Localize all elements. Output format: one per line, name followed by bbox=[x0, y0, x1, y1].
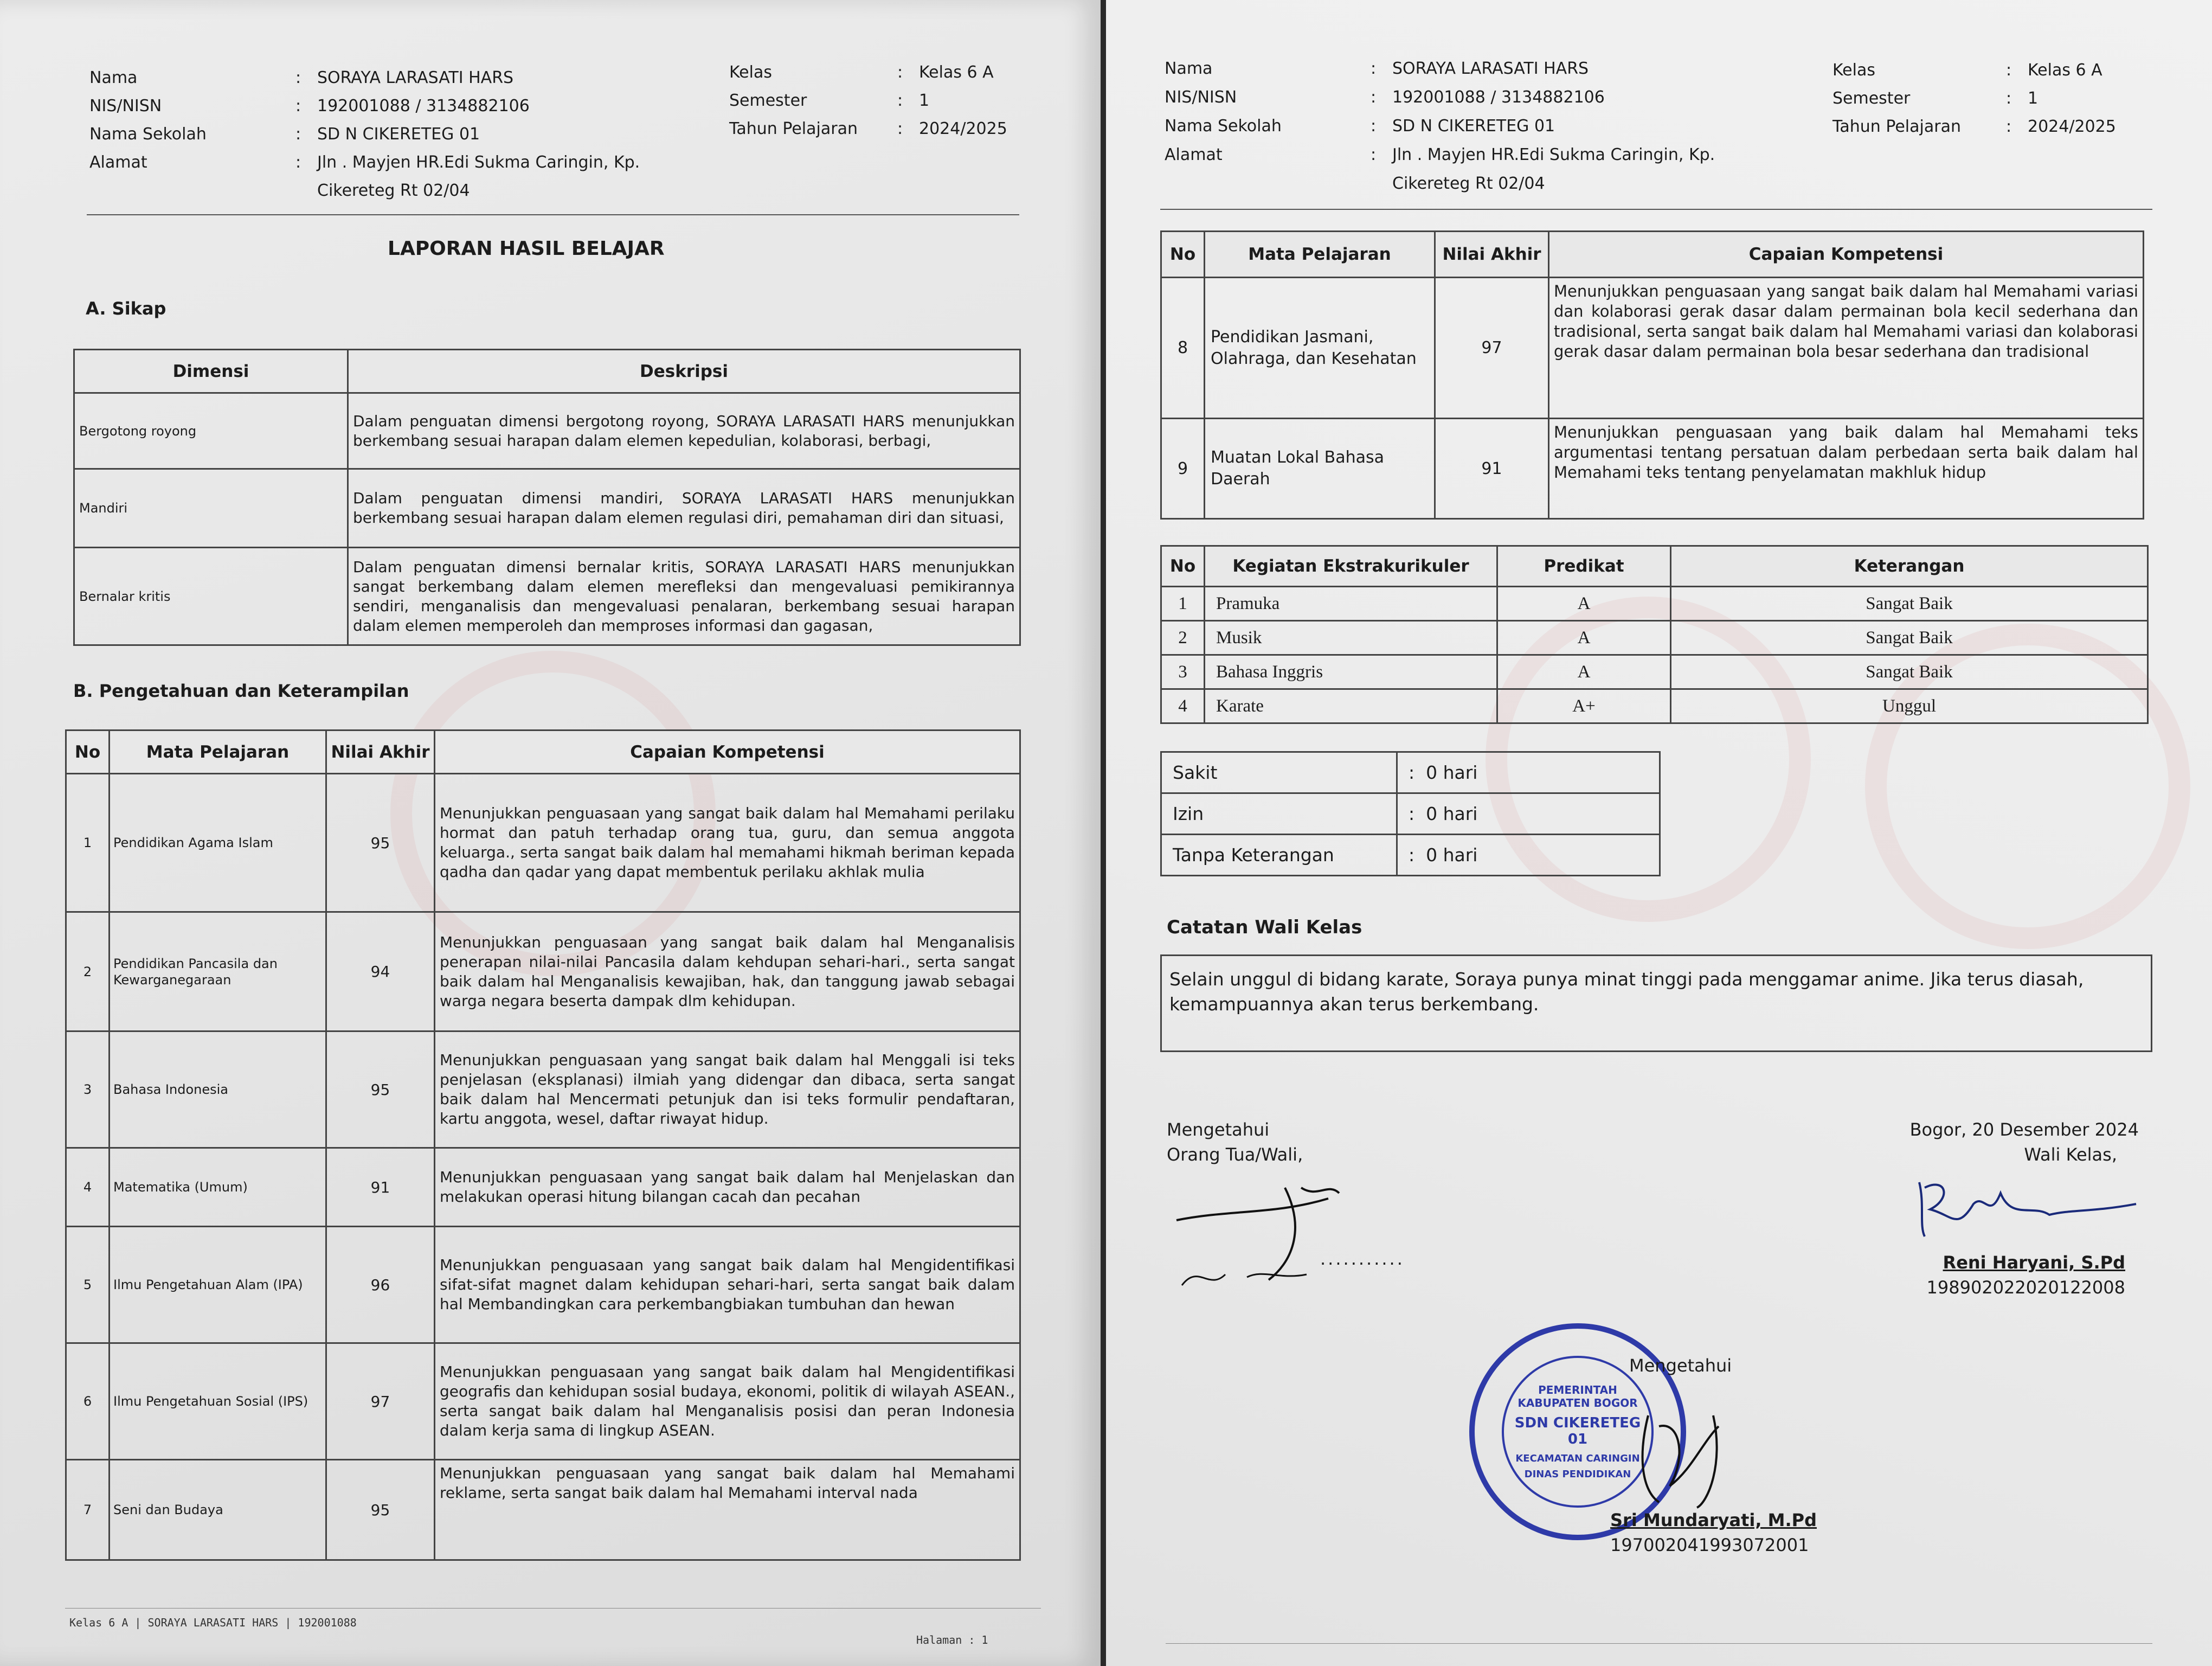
no-cell: 3 bbox=[1161, 655, 1205, 689]
ekskul-table bbox=[1160, 545, 2149, 724]
kegiatan-cell: Bahasa Inggris bbox=[1205, 655, 1497, 689]
table-row bbox=[1161, 587, 2148, 621]
col-nilai: Nilai Akhir bbox=[1435, 232, 1549, 278]
col-kegiatan: Kegiatan Ekstrakurikuler bbox=[1205, 546, 1497, 587]
catatan-heading: Catatan Wali Kelas bbox=[1167, 917, 1362, 938]
ortu-dots: ........... bbox=[1320, 1248, 1405, 1269]
mapel-cell: Muatan Lokal Bahasa Daerah bbox=[1205, 419, 1435, 519]
nilai-cell: 96 bbox=[326, 1227, 435, 1343]
footer-left: Kelas 6 A | SORAYA LARASATI HARS | 192001088 bbox=[69, 1616, 357, 1629]
predikat-cell: A bbox=[1497, 587, 1671, 621]
kepsek-name-block bbox=[1610, 1508, 1817, 1558]
attendance-label: Tanpa Keterangan bbox=[1161, 835, 1397, 876]
nis-value: 192001088 / 3134882106 bbox=[1392, 88, 1605, 107]
nilai-cell: 97 bbox=[1435, 278, 1549, 419]
col-predikat: Predikat bbox=[1497, 546, 1671, 587]
mapel-cell: Bahasa Indonesia bbox=[110, 1031, 326, 1148]
kepsek-signature bbox=[1616, 1394, 1757, 1518]
nilai-cell: 95 bbox=[326, 1031, 435, 1148]
tahun-label: Tahun Pelajaran bbox=[1832, 117, 1961, 136]
wali-nip: 198902022020122008 bbox=[1926, 1277, 2125, 1298]
keterangan-cell: Sangat Baik bbox=[1671, 587, 2148, 621]
table-row bbox=[74, 393, 1020, 469]
kelas-value: Kelas 6 A bbox=[919, 63, 994, 82]
ortu-label-1: Mengetahui bbox=[1167, 1119, 1270, 1140]
nama-value: SORAYA LARASATI HARS bbox=[317, 68, 514, 87]
tahun-value: 2024/2025 bbox=[919, 119, 1007, 138]
capaian-cell: Menunjukkan penguasaan yang sangat baik dalam hal Memahami reklame, serta sangat baik dalam hal Memahami interval nada bbox=[435, 1460, 1020, 1560]
table-row bbox=[1161, 621, 2148, 655]
keterangan-cell: Sangat Baik bbox=[1671, 621, 2148, 655]
tahun-value: 2024/2025 bbox=[2028, 117, 2116, 136]
table-row: Izin : 0 hari bbox=[1161, 793, 1660, 835]
stamp-text-top: PEMERINTAH KABUPATEN BOGOR bbox=[1517, 1383, 1638, 1409]
no-cell: 1 bbox=[66, 774, 110, 912]
stamp-school: SDN CIKERETEG 01 bbox=[1514, 1415, 1641, 1447]
table-row bbox=[1161, 689, 2148, 723]
class-info-right: Kelas : Kelas 6 A Semester : 1 Tahun Pelajaran : 2024/2025 bbox=[1832, 56, 2116, 141]
no-cell: 6 bbox=[66, 1343, 110, 1460]
ortu-block bbox=[1167, 1117, 1303, 1167]
mapel-cell: Seni dan Budaya bbox=[110, 1460, 326, 1560]
alamat-value-2: Cikereteg Rt 02/04 bbox=[1392, 174, 1545, 193]
table-header bbox=[66, 731, 1020, 774]
no-cell: 9 bbox=[1161, 419, 1205, 519]
left-page bbox=[0, 0, 1101, 1666]
capaian-cell: Menunjukkan penguasaan yang sangat baik dalam hal Mengidentifikasi geografis dan kehidupan sosial budaya, ekonomi, politik di wilayah ASEAN., serta sangat baik dalam hal Menganalisis posisi dan peran Indonesia dalam kerja sama di lingkup ASEAN. bbox=[435, 1343, 1020, 1460]
col-capaian: Capaian Kompetensi bbox=[435, 731, 1020, 774]
student-info-left: Nama : SORAYA LARASATI HARS NIS/NISN : 192001088 / 3134882106 Nama Sekolah : SD N CIKERETEG 01 Alamat : Jln . Mayjen HR.Edi Sukma Caringin, Kp. Cikereteg Rt 02/04 bbox=[89, 64, 640, 205]
stamp-kecamatan: KECAMATAN CARINGIN bbox=[1515, 1453, 1640, 1464]
nilai-cell: 94 bbox=[326, 912, 435, 1031]
pengetahuan-table-continued bbox=[1160, 230, 2144, 520]
attendance-label: Izin bbox=[1161, 793, 1397, 835]
header-divider bbox=[1160, 209, 2152, 210]
class-info-left: Kelas : Kelas 6 A Semester : 1 Tahun Pelajaran : 2024/2025 bbox=[729, 59, 1007, 143]
mapel-cell: Matematika (Umum) bbox=[110, 1148, 326, 1227]
nama-label: Nama bbox=[1165, 59, 1213, 78]
wali-signature bbox=[1908, 1171, 2147, 1247]
table-row bbox=[74, 548, 1020, 645]
student-info-right: Nama : SORAYA LARASATI HARS NIS/NISN : 192001088 / 3134882106 Nama Sekolah : SD N CIKERETEG 01 Alamat : Jln . Mayjen HR.Edi Sukma Caringin, Kp. Cikereteg Rt 02/04 bbox=[1165, 54, 1715, 198]
keterangan-cell: Unggul bbox=[1671, 689, 2148, 723]
alamat-value: Jln . Mayjen HR.Edi Sukma Caringin, Kp. bbox=[1392, 145, 1715, 164]
nama-value: SORAYA LARASATI HARS bbox=[1392, 59, 1589, 78]
attendance-value: 0 hari bbox=[1426, 844, 1478, 866]
wali-name-block bbox=[1908, 1250, 2125, 1300]
no-cell: 1 bbox=[1161, 587, 1205, 621]
nilai-cell: 97 bbox=[326, 1343, 435, 1460]
kegiatan-cell: Pramuka bbox=[1205, 587, 1497, 621]
table-row: Tanpa Keterangan : 0 hari bbox=[1161, 835, 1660, 876]
kelas-label: Kelas bbox=[1832, 61, 1875, 80]
mapel-cell: Pendidikan Jasmani, Olahraga, dan Kesehatan bbox=[1205, 278, 1435, 419]
sikap-heading: A. Sikap bbox=[86, 298, 166, 319]
alamat-label: Alamat bbox=[89, 153, 147, 172]
capaian-cell: Menunjukkan penguasaan yang baik dalam hal Memahami teks argumentasi tentang persatuan dalam perbedaan serta baik dalam hal Memahami teks tentang penyelamatan makhluk hidup bbox=[1549, 419, 2144, 519]
nilai-cell: 91 bbox=[1435, 419, 1549, 519]
col-nilai: Nilai Akhir bbox=[326, 731, 435, 774]
table-row bbox=[1161, 655, 2148, 689]
mapel-cell: Ilmu Pengetahuan Sosial (IPS) bbox=[110, 1343, 326, 1460]
nis-value: 192001088 / 3134882106 bbox=[317, 97, 530, 116]
no-cell: 5 bbox=[66, 1227, 110, 1343]
no-cell: 7 bbox=[66, 1460, 110, 1560]
footer-divider bbox=[65, 1608, 1041, 1609]
col-deskripsi: Deskripsi bbox=[348, 350, 1020, 393]
nilai-cell: 95 bbox=[326, 1460, 435, 1560]
kelas-value: Kelas 6 A bbox=[2028, 61, 2102, 80]
table-row bbox=[74, 469, 1020, 548]
kepsek-name: Sri Mundaryati, M.Pd bbox=[1610, 1510, 1817, 1530]
wali-name: Reni Haryani, S.Pd bbox=[1943, 1252, 2125, 1273]
place-date: Bogor, 20 Desember 2024 bbox=[1909, 1119, 2139, 1140]
no-cell: 4 bbox=[66, 1148, 110, 1227]
pengetahuan-heading: B. Pengetahuan dan Keterampilan bbox=[73, 681, 409, 701]
wali-label: Wali Kelas, bbox=[2024, 1144, 2117, 1165]
col-dimensi: Dimensi bbox=[74, 350, 348, 393]
table-row bbox=[66, 912, 1020, 1031]
sekolah-label: Nama Sekolah bbox=[1165, 117, 1282, 136]
capaian-cell: Menunjukkan penguasaan yang sangat baik dalam hal Memahami variasi dan kolaborasi gerak dasar dalam permainan bola kecil sederhana dan tradisional, serta sangat baik dalam hal Memahami variasi dan kolaborasi gerak dasar dalam permainan bola besar sederhana dan tradisional bbox=[1549, 278, 2144, 419]
footer-page: Halaman : 1 bbox=[916, 1633, 988, 1646]
alamat-value: Jln . Mayjen HR.Edi Sukma Caringin, Kp. bbox=[317, 153, 640, 172]
ortu-label-2: Orang Tua/Wali, bbox=[1167, 1144, 1303, 1165]
col-mapel: Mata Pelajaran bbox=[1205, 232, 1435, 278]
col-mapel: Mata Pelajaran bbox=[110, 731, 326, 774]
no-cell: 8 bbox=[1161, 278, 1205, 419]
wali-block bbox=[1900, 1117, 2139, 1167]
nilai-cell: 95 bbox=[326, 774, 435, 912]
table-header bbox=[74, 350, 1020, 393]
semester-value: 1 bbox=[919, 91, 930, 110]
predikat-cell: A bbox=[1497, 655, 1671, 689]
col-keterangan: Keterangan bbox=[1671, 546, 2148, 587]
capaian-cell: Menunjukkan penguasaan yang sangat baik dalam hal Menjelaskan dan melakukan operasi hitung bilangan cacah dan pecahan bbox=[435, 1148, 1020, 1227]
col-capaian: Capaian Kompetensi bbox=[1549, 232, 2144, 278]
capaian-cell: Menunjukkan penguasaan yang sangat baik dalam hal Memahami perilaku hormat dan patuh terhadap orang tua, guru, dan semua anggota keluarga., serta sangat baik dalam hal memahami hikmah beriman kepada qadha dan qadar yang dapat membentuk perilaku akhlak mulia bbox=[435, 774, 1020, 912]
table-row bbox=[66, 1460, 1020, 1560]
kegiatan-cell: Musik bbox=[1205, 621, 1497, 655]
kegiatan-cell: Karate bbox=[1205, 689, 1497, 723]
dimensi-cell: Bernalar kritis bbox=[74, 548, 348, 645]
kepsek-nip: 197002041993072001 bbox=[1610, 1535, 1809, 1555]
nis-label: NIS/NISN bbox=[1165, 88, 1237, 107]
mapel-cell: Pendidikan Pancasila dan Kewarganegaraan bbox=[110, 912, 326, 1031]
catatan-box: Selain unggul di bidang karate, Soraya punya minat tinggi pada menggamar anime. Jika terus diasah, kemampuannya akan terus berkembang. bbox=[1160, 954, 2152, 1052]
stamp-text-bottom: DINAS PENDIDIKAN bbox=[1524, 1469, 1631, 1480]
predikat-cell: A bbox=[1497, 621, 1671, 655]
table-row bbox=[1161, 419, 2144, 519]
nis-label: NIS/NISN bbox=[89, 97, 162, 116]
sekolah-label: Nama Sekolah bbox=[89, 125, 207, 144]
sekolah-value: SD N CIKERETEG 01 bbox=[317, 125, 480, 144]
table-row bbox=[66, 1227, 1020, 1343]
capaian-cell: Menunjukkan penguasaan yang sangat baik dalam hal Mengidentifikasi sifat-sifat magnet dalam kehidupan sehari-hari, serta sangat baik dalam hal Membandingkan cara perkembangbiakan tumbuhan dan hewan bbox=[435, 1227, 1020, 1343]
table-row: Sakit : 0 hari bbox=[1161, 752, 1660, 793]
nama-label: Nama bbox=[89, 68, 138, 87]
kelas-label: Kelas bbox=[729, 63, 772, 82]
pengetahuan-table bbox=[65, 729, 1021, 1561]
deskripsi-cell: Dalam penguatan dimensi bergotong royong, SORAYA LARASATI HARS menunjukkan berkembang sesuai harapan dalam elemen kepedulian, kolaborasi, berbagi, bbox=[348, 393, 1020, 469]
nilai-cell: 91 bbox=[326, 1148, 435, 1227]
dimensi-cell: Bergotong royong bbox=[74, 393, 348, 469]
col-no: No bbox=[66, 731, 110, 774]
attendance-value: 0 hari bbox=[1426, 762, 1478, 783]
attendance-table bbox=[1160, 751, 1661, 876]
table-row bbox=[1161, 278, 2144, 419]
kepsek-label: Mengetahui bbox=[1629, 1355, 1732, 1376]
table-row bbox=[66, 1148, 1020, 1227]
alamat-label: Alamat bbox=[1165, 145, 1223, 164]
no-cell: 2 bbox=[66, 912, 110, 1031]
dimensi-cell: Mandiri bbox=[74, 469, 348, 548]
mapel-cell: Ilmu Pengetahuan Alam (IPA) bbox=[110, 1227, 326, 1343]
footer-divider bbox=[1166, 1643, 2152, 1644]
report-title: LAPORAN HASIL BELAJAR bbox=[388, 238, 665, 260]
header-divider bbox=[87, 214, 1019, 215]
table-row bbox=[66, 774, 1020, 912]
keterangan-cell: Sangat Baik bbox=[1671, 655, 2148, 689]
sekolah-value: SD N CIKERETEG 01 bbox=[1392, 117, 1555, 136]
capaian-cell: Menunjukkan penguasaan yang sangat baik dalam hal Menganalisis penerapan nilai-nilai Pancasila dalam kehdupan sehari-hari., serta sangat baik dalam hal Menganalisis kewajiban, hak, dan tanggung jawab sebagai warga negara beserta dampak dlm kehidupan. bbox=[435, 912, 1020, 1031]
semester-label: Semester bbox=[729, 91, 807, 110]
sikap-table bbox=[73, 349, 1021, 646]
no-cell: 3 bbox=[66, 1031, 110, 1148]
col-no: No bbox=[1161, 546, 1205, 587]
alamat-value-2: Cikereteg Rt 02/04 bbox=[317, 181, 470, 200]
mapel-cell: Pendidikan Agama Islam bbox=[110, 774, 326, 912]
no-cell: 2 bbox=[1161, 621, 1205, 655]
predikat-cell: A+ bbox=[1497, 689, 1671, 723]
deskripsi-cell: Dalam penguatan dimensi bernalar kritis, SORAYA LARASATI HARS menunjukkan sangat berkembang dalam elemen merefleksi dan mengevaluasi pemikirannya sendiri, menganalisis dan mengevaluasi penalaran, berkembang sesuai harapan dalam elemen memperoleh dan memproses informasi dan gagasan, bbox=[348, 548, 1020, 645]
table-row bbox=[66, 1031, 1020, 1148]
tahun-label: Tahun Pelajaran bbox=[729, 119, 858, 138]
table-header bbox=[1161, 546, 2148, 587]
table-row bbox=[66, 1343, 1020, 1460]
no-cell: 4 bbox=[1161, 689, 1205, 723]
ortu-signature bbox=[1166, 1166, 1393, 1296]
capaian-cell: Menunjukkan penguasaan yang sangat baik dalam hal Menggali isi teks penjelasan (eksplanasi) ilmiah yang didengar dan dibaca, serta sangat baik dalam hal Mencermati petunjuk dan isi teks formulir pendaftaran, kartu anggota, wesel, daftar riwayat hidup. bbox=[435, 1031, 1020, 1148]
semester-label: Semester bbox=[1832, 89, 1911, 108]
semester-value: 1 bbox=[2028, 89, 2039, 108]
attendance-value: 0 hari bbox=[1426, 803, 1478, 824]
table-header bbox=[1161, 232, 2144, 278]
deskripsi-cell: Dalam penguatan dimensi mandiri, SORAYA LARASATI HARS menunjukkan berkembang sesuai harapan dalam elemen regulasi diri, pemahaman diri dan situasi, bbox=[348, 469, 1020, 548]
attendance-label: Sakit bbox=[1161, 752, 1397, 793]
right-page bbox=[1106, 0, 2212, 1666]
col-no: No bbox=[1161, 232, 1205, 278]
